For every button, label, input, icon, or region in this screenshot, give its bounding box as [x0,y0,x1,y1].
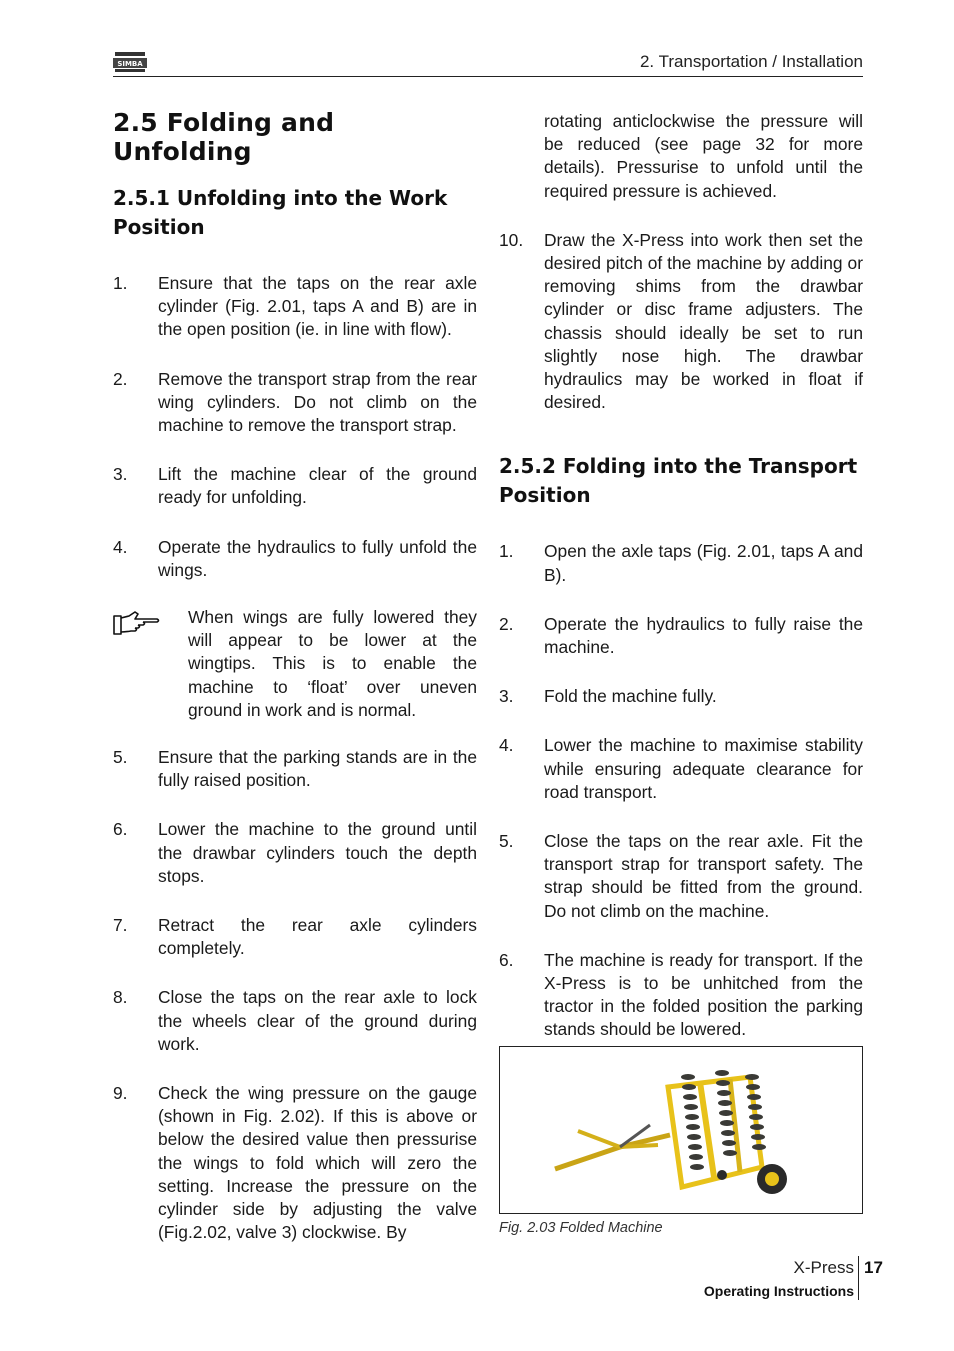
list-item [113,1082,477,1244]
step-number: 6. [499,949,514,970]
list-item [113,914,477,960]
step-text: Ensure that the taps on the rear axle cylinder (Fig. 2.01, taps A and B) are in the open position (ie. in line with flow). [158,273,477,340]
footer-subtitle: Operating Instructions [703,1283,854,1299]
right-column [499,110,863,1236]
footer-product: X-Press [793,1258,854,1277]
step-number: 8. [113,987,128,1008]
step-number: 2. [499,613,514,634]
svg-text:SIMBA: SIMBA [117,60,143,68]
list-item [113,368,477,438]
folded-machine-illustration [500,1047,862,1213]
list-item [499,540,863,586]
header-divider [113,76,863,77]
step-number: 6. [113,819,128,840]
step-number: 2. [113,368,128,389]
list-item [499,613,863,659]
step-text: Close the taps on the rear axle to lock the wheels clear of the ground during work. [158,987,477,1054]
unfold-steps-continued [113,746,477,1244]
unfold-steps [113,272,477,582]
step-number: 4. [499,735,514,756]
step-text: The machine is ready for transport. If the X-Press is to be unhitched from the tractor in the folded position the parking stands should be lowered. [544,949,863,1040]
fold-steps [499,540,863,1041]
step-text: Operate the hydraulics to fully unfold the wings. [158,536,477,580]
page-number: 17 [864,1258,883,1277]
step-text: Ensure that the parking stands are in the fully raised position. [158,747,477,791]
list-item [113,536,477,582]
list-item [499,685,863,708]
step-number: 3. [113,464,128,485]
step-text: Lower the machine to maximise stability while ensuring adequate clearance for road transport. [544,735,863,802]
step-text: Remove the transport strap from the rear wing cylinders. Do not climb on the machine to remove the transport strap. [158,368,477,436]
step-text: Check the wing pressure on the gauge (shown in Fig. 2.02). If this is above or below the desired value then pressurise the wings to fold which will zero the setting. Increase the pressure on the cylinder side by adjusting the valve (Fig.2.02, valve 3) clockwise. By [158,1083,477,1243]
step-number: 5. [499,831,514,852]
section-title: 2.5 Folding and Unfolding [113,108,335,166]
step-text: Lift the machine clear of the ground ready for unfolding. [158,464,477,508]
figure-caption: Fig. 2.03 Folded Machine [499,1219,663,1236]
step-text: Operate the hydraulics to fully raise the machine. [544,613,863,658]
step-number: 5. [113,747,128,768]
step-text: Lower the machine to the ground until the drawbar cylinders touch the depth stops. [158,819,477,886]
list-item [499,830,863,923]
header-section-title: 2. Transportation / Installation [639,52,863,71]
step-number: 4. [113,536,128,557]
footer-divider [858,1256,859,1300]
step-text: Retract the rear axle cylinders completely. [158,915,477,959]
step-number: 9. [113,1083,128,1104]
list-item [113,272,477,342]
simba-logo [113,52,147,72]
step-number: 1. [113,273,128,293]
step9-continued: rotating anticlockwise the pressure will be reduced (see page 32 for more details). Pressurise to unfold until the required pressure is achieved. [544,111,863,201]
list-item [499,229,863,415]
pointing-hand-icon [113,606,188,722]
list-item [113,986,477,1056]
figure-folded-machine [499,1046,863,1214]
step-number: 1. [499,541,514,562]
step-text: Draw the X-Press into work then set the desired pitch of the machine by adding or removing shims from the drawbar cylinder or disc frame adjusters. The chassis should ideally be set to run slightly nose high. The drawbar hydraulics may be worked in float if desired. [544,229,863,413]
list-item [113,463,477,509]
note-box [113,606,477,722]
list-item [499,734,863,804]
step-text: Close the taps on the rear axle. Fit the transport strap for transport safety. The strap should be fitted from the ground. Do not climb on the machine. [544,831,863,921]
fold-heading: 2.5.2 Folding into the Transport Position [499,454,858,508]
step-number: 7. [113,915,128,936]
list-item [113,746,477,792]
step-number: 3. [499,686,514,707]
unfold-heading: 2.5.1 Unfolding into the Work Position [113,186,448,239]
step-number: 10. [499,229,524,250]
list-item [113,818,477,888]
note-text: When wings are fully lowered they will appear to be lower at the wingtips. This is to enable the machine to ‘float’ over uneven ground in work and is normal. [188,607,477,720]
list-item [499,949,863,1042]
step-text: Open the axle taps (Fig. 2.01, taps A and B). [544,541,863,585]
step-text: Fold the machine fully. [544,686,717,707]
left-column [113,108,477,1271]
